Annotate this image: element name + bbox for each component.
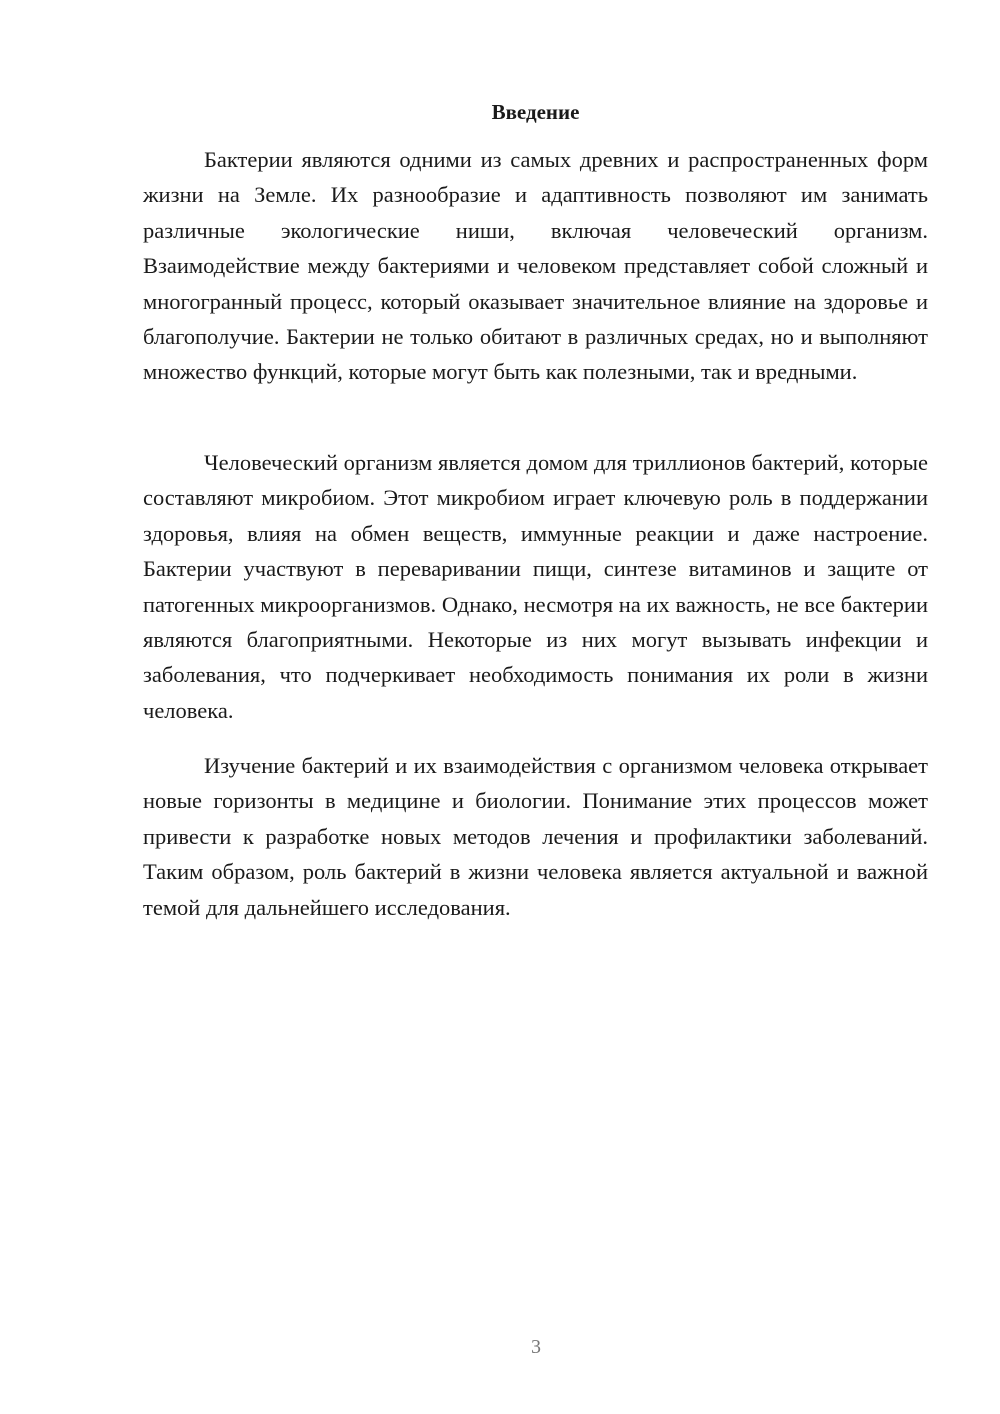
section-heading: Введение <box>491 100 580 124</box>
paragraph-1: Бактерии являются одними из самых древних и распространенных форм жизни на Земле. Их разнообразие и адаптивность позволяют им занимать различные экологические ниши, включая человеческий организм. Взаимодействие между бактериями и человеком представляет собой сложный и многогранный процесс, который оказывает значительное влияние на здоровье и благополучие. Бактерии не только обитают в различных средах, но и выполняют множество функций, которые могут быть как полезными, так и вредными. <box>143 147 928 385</box>
paragraph-3: Изучение бактерий и их взаимодействия с организмом человека открывает новые горизонты в медицине и биологии. Понимание этих процессов может привести к разработке новых методов лечения и профилактики заболеваний. Таким образом, роль бактерий в жизни человека является актуальной и важной темой для дальнейшего исследования. <box>143 753 928 920</box>
paragraph-2: Человеческий организм является домом для триллионов бактерий, которые составляют микробиом. Этот микробиом играет ключевую роль в поддержании здоровья, влияя на обмен веществ, иммунные реакции и даже настроение. Бактерии участвуют в переваривании пищи, синтезе витаминов и защите от патогенных микроорганизмов. Однако, несмотря на их важность, не все бактерии являются благоприятными. Некоторые из них могут вызывать инфекции и заболевания, что подчеркивает необходимость понимания их роли в жизни человека. <box>143 450 928 723</box>
page-number: 3 <box>531 1336 541 1358</box>
